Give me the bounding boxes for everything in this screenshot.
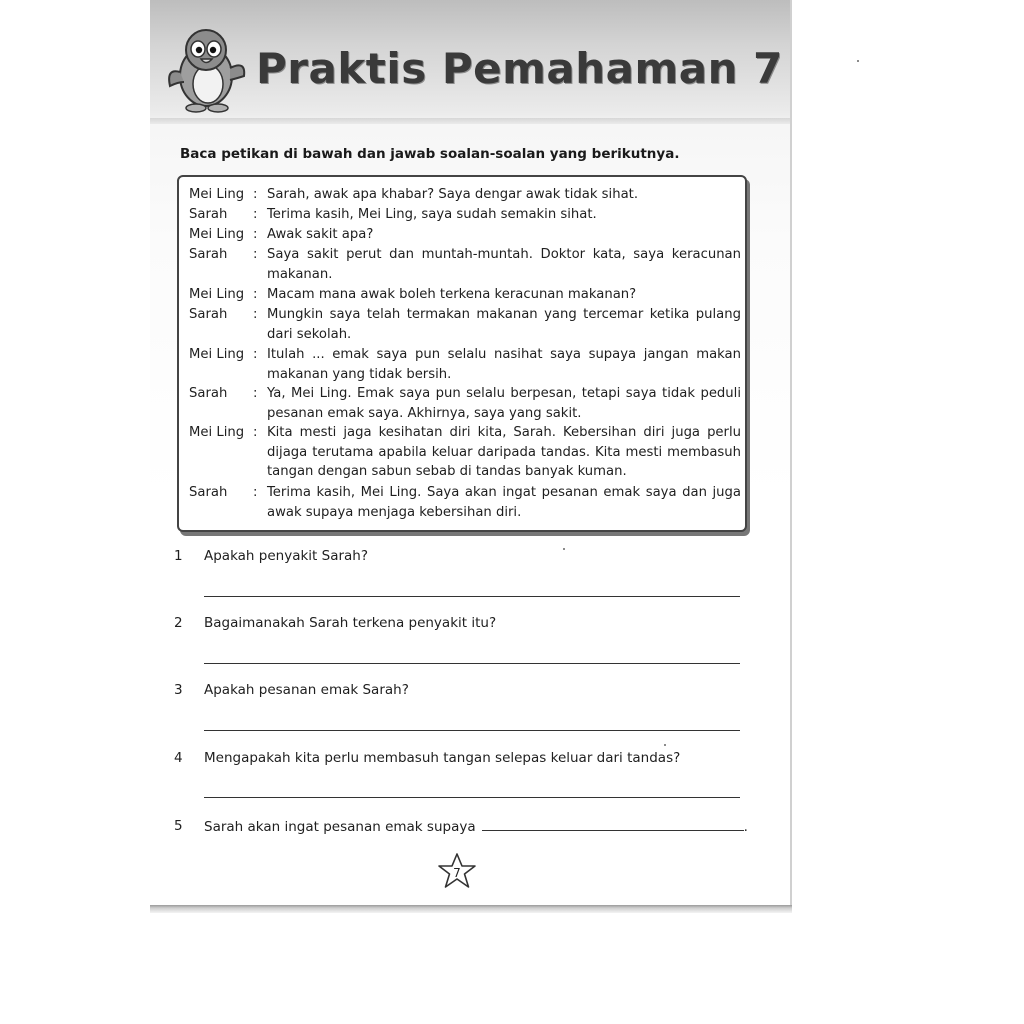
header-divider	[150, 118, 790, 124]
answer-line-3[interactable]	[204, 730, 740, 731]
dialog-colon: :	[253, 485, 258, 500]
dialog-speech: Mungkin saya telah termakan makanan yang tercemar ketika pulang dari sekolah.	[267, 307, 741, 342]
dialog-speaker: Mei Ling	[189, 227, 245, 242]
dialog-speaker: Sarah	[189, 307, 228, 322]
question-text: Bagaimanakah Sarah terkena penyakit itu?	[204, 615, 497, 631]
dialog-colon: :	[253, 307, 258, 322]
page-bottom-edge	[150, 905, 792, 913]
question-text: Apakah penyakit Sarah?	[204, 548, 369, 564]
dialog-speech: Terima kasih, Mei Ling, saya sudah semakin sihat.	[267, 207, 597, 222]
dialog-passage-box	[177, 175, 747, 532]
instruction-text: Baca petikan di bawah dan jawab soalan-soalan yang berikutnya.	[180, 146, 680, 162]
answer-line-2[interactable]	[204, 663, 740, 664]
background-speck	[857, 60, 859, 62]
question-number: 1	[174, 548, 183, 564]
question-text: Mengapakah kita perlu membasuh tangan selepas keluar dari tandas?	[204, 750, 681, 766]
dialog-speaker: Mei Ling	[189, 287, 245, 302]
dialog-colon: :	[253, 287, 258, 302]
dialog-speech: Saya sakit perut dan muntah-muntah. Doktor kata, saya keracunan makanan.	[267, 247, 741, 282]
penguin-mascot-icon	[164, 26, 248, 116]
dialog-speech: Kita mesti jaga kesihatan diri kita, Sarah. Kebersihan diri juga perlu dijaga terutama apabila keluar daripada tandas. Kita mesti membasuh tangan dengan sabun sebab di tandas banyak kuman.	[267, 425, 741, 479]
dialog-speech: Macam mana awak boleh terkena keracunan makanan?	[267, 287, 637, 302]
dialog-speech: Sarah, awak apa khabar? Saya dengar awak tidak sihat.	[267, 187, 639, 202]
dialog-speaker: Mei Ling	[189, 425, 245, 440]
dialog-speaker: Sarah	[189, 386, 228, 401]
dialog-speaker: Sarah	[189, 247, 228, 262]
answer-line-1[interactable]	[204, 596, 740, 597]
question-5-prompt: Sarah akan ingat pesanan emak supaya	[204, 819, 476, 835]
dialog-colon: :	[253, 425, 258, 440]
dialog-colon: :	[253, 207, 258, 222]
dialog-colon: :	[253, 227, 258, 242]
dialog-colon: :	[253, 386, 258, 401]
dialog-colon: :	[253, 347, 258, 362]
question-number: 3	[174, 682, 183, 698]
answer-blank-5[interactable]	[482, 818, 744, 831]
page-number: 7	[453, 866, 461, 880]
dialog-speech: Itulah ... emak saya pun selalu nasihat saya supaya jangan makan makanan yang tidak bersih.	[267, 347, 741, 382]
question-number: 5	[174, 818, 183, 834]
dialog-colon: :	[253, 247, 258, 262]
paper-speck	[563, 548, 565, 550]
worksheet-page	[150, 0, 792, 912]
dialog-speaker: Sarah	[189, 207, 228, 222]
star-page-number-icon	[437, 852, 477, 890]
page-title: Praktis Pemahaman 7	[256, 44, 783, 93]
question-text: Apakah pesanan emak Sarah?	[204, 682, 409, 698]
dialog-speaker: Mei Ling	[189, 347, 245, 362]
dialog-speaker: Mei Ling	[189, 187, 245, 202]
dialog-speaker: Sarah	[189, 485, 228, 500]
question-text	[204, 818, 748, 835]
question-number: 2	[174, 615, 183, 631]
dialog-speech: Terima kasih, Mei Ling. Saya akan ingat pesanan emak saya dan juga awak supaya menjaga kebersihan diri.	[267, 485, 741, 520]
dialog-speech: Awak sakit apa?	[267, 227, 374, 242]
paper-speck	[664, 744, 666, 746]
dialog-speech: Ya, Mei Ling. Emak saya pun selalu berpesan, tetapi saya tidak peduli pesanan emak saya. Akhirnya, saya yang sakit.	[267, 386, 741, 421]
dialog-colon: :	[253, 187, 258, 202]
question-number: 4	[174, 750, 183, 766]
answer-line-4[interactable]	[204, 797, 740, 798]
question-5-end: .	[743, 819, 748, 835]
